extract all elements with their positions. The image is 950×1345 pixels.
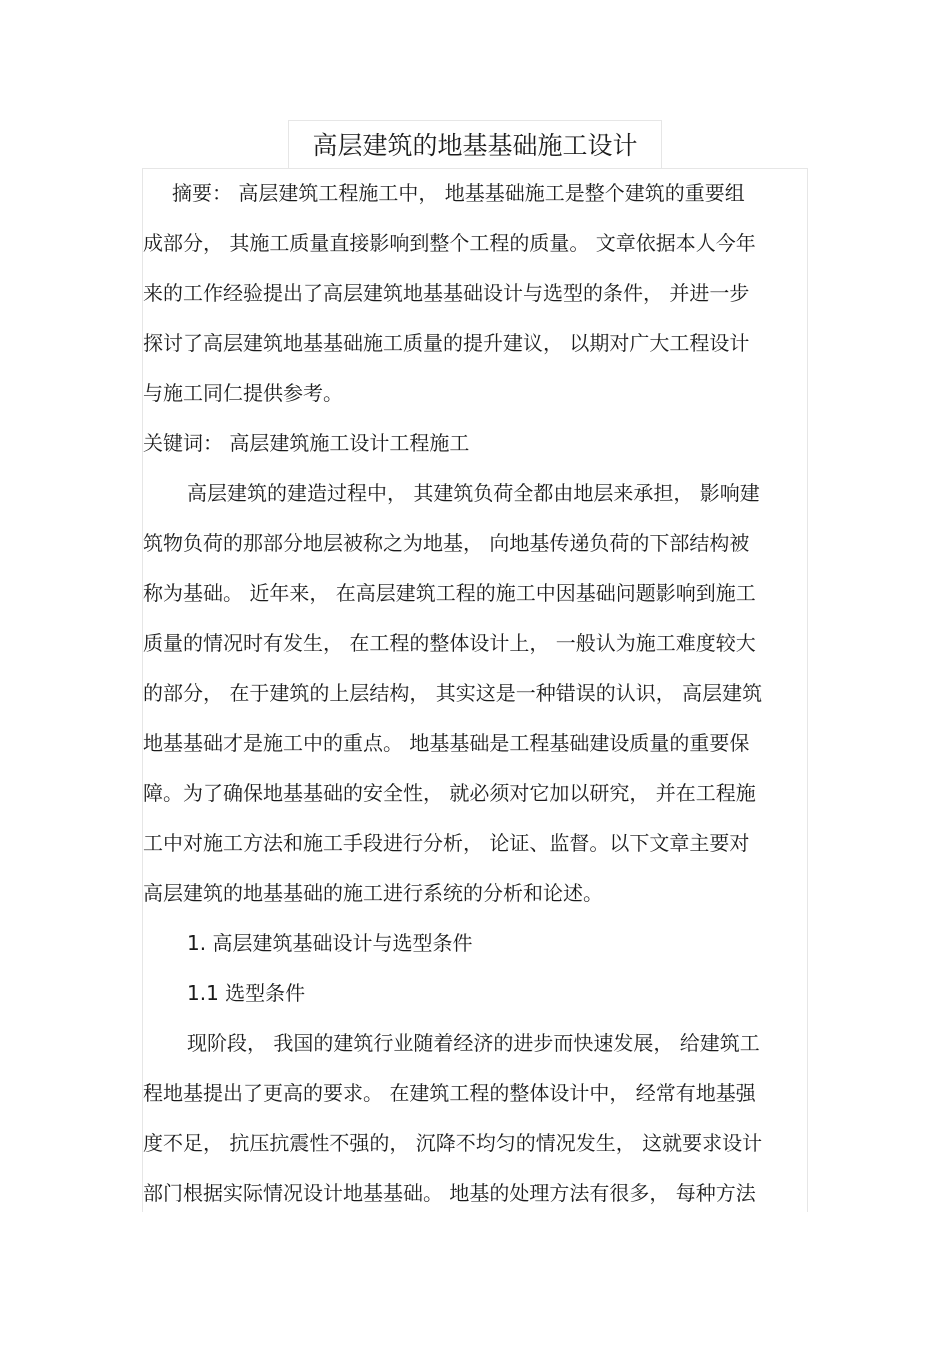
body-line-3: 称为基础。 近年来， 在高层建筑工程的施工中因基础问题影响到施工 (143, 581, 756, 605)
body-line-6: 地基基础才是施工中的重点。 地基基础是工程基础建设质量的重要保 (143, 731, 750, 755)
section-heading-1: 1. 高层建筑基础设计与选型条件 (187, 931, 473, 955)
section-line-4: 部门根据实际情况设计地基基础。 地基的处理方法有很多， 每种方法 (143, 1181, 756, 1205)
abstract-line-2: 成部分， 其施工质量直接影响到整个工程的质量。 文章依据本人今年 (143, 231, 756, 255)
body-line-2: 筑物负荷的那部分地层被称之为地基， 向地基传递负荷的下部结构被 (143, 531, 750, 555)
abstract-line-3: 来的工作经验提出了高层建筑地基基础设计与选型的条件， 并进一步 (143, 281, 750, 305)
body-line-8: 工中对施工方法和施工手段进行分析， 论证、监督。以下文章主要对 (143, 831, 750, 855)
subsection-heading-1-1: 1.1 选型条件 (187, 981, 306, 1005)
section-line-3: 度不足， 抗压抗震性不强的， 沉降不均匀的情况发生， 这就要求设计 (143, 1131, 763, 1155)
body-line-9: 高层建筑的地基基础的施工进行系统的分析和论述。 (143, 881, 603, 905)
body-line-7: 障。为了确保地基基础的安全性， 就必须对它加以研究， 并在工程施 (143, 781, 756, 805)
abstract-line-1: 摘要： 高层建筑工程施工中， 地基基础施工是整个建筑的重要组 (172, 181, 745, 205)
body-line-1: 高层建筑的建造过程中， 其建筑负荷全都由地层来承担， 影响建 (187, 481, 760, 505)
abstract-line-4: 探讨了高层建筑地基基础施工质量的提升建议， 以期对广大工程设计 (143, 331, 750, 355)
keywords-line: 关键词： 高层建筑施工设计工程施工 (143, 431, 470, 455)
section-line-1: 现阶段， 我国的建筑行业随着经济的进步而快速发展， 给建筑工 (187, 1031, 760, 1055)
section-line-2: 程地基提出了更高的要求。 在建筑工程的整体设计中， 经常有地基强 (143, 1081, 756, 1105)
abstract-line-5: 与施工同仁提供参考。 (143, 381, 343, 405)
body-line-5: 的部分， 在于建筑的上层结构， 其实这是一种错误的认识， 高层建筑 (143, 681, 763, 705)
document-title: 高层建筑的地基基础施工设计 (312, 131, 638, 160)
body-line-4: 质量的情况时有发生， 在工程的整体设计上， 一般认为施工难度较大 (143, 631, 756, 655)
